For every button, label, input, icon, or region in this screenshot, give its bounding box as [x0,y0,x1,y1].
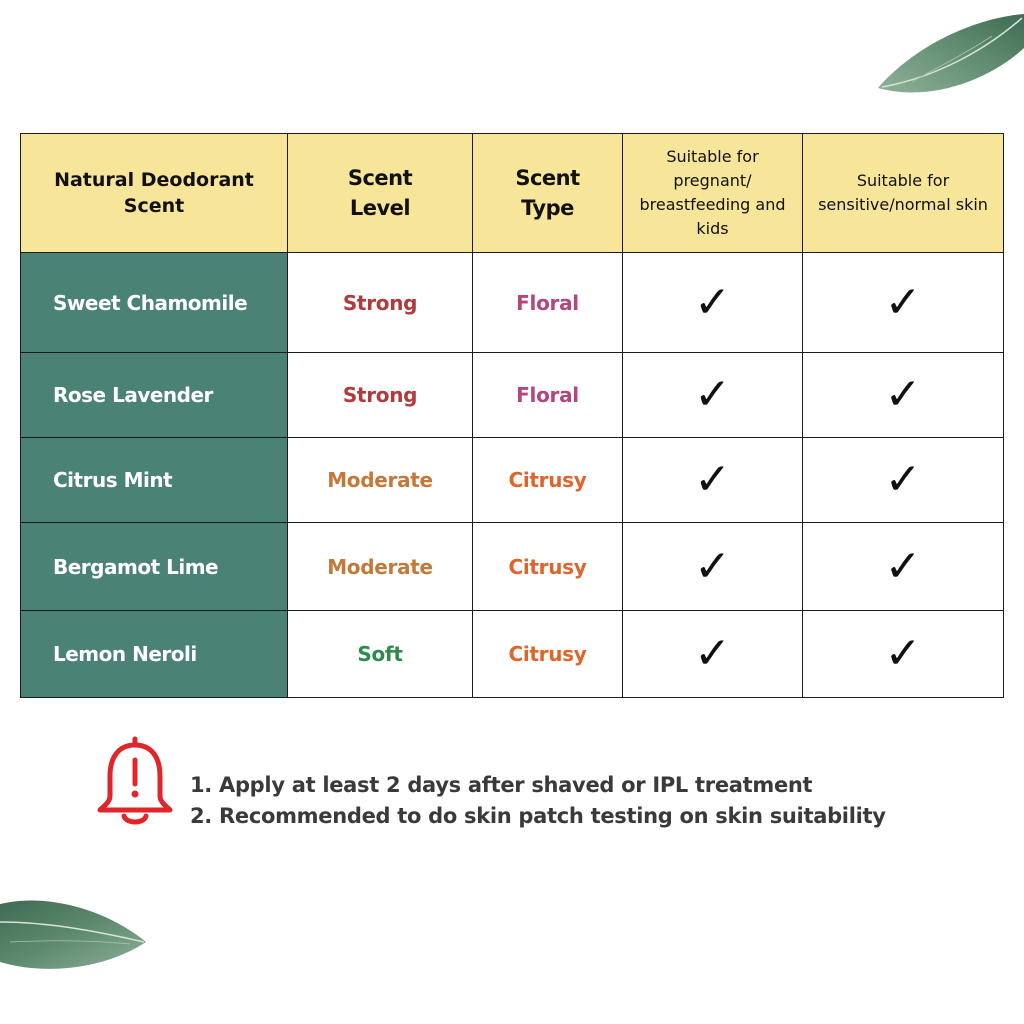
table-row [21,611,1004,698]
header-level: Scent Level [288,134,473,253]
alert-bell-icon [96,736,174,828]
sensitive-cell [803,353,1004,438]
sensitive-cell [803,438,1004,523]
note-item: 1. Apply at least 2 days after shaved or IPL treatment [190,773,813,797]
checkmark-icon: ✓ [884,628,922,679]
table-row [21,523,1004,611]
header-type: Scent Type [473,134,623,253]
scent-level: Moderate [288,438,473,523]
pregnant-cell [623,438,803,523]
checkmark-icon: ✓ [884,369,922,420]
scent-name: Sweet Chamomile [21,253,288,353]
checkmark-icon: ✓ [884,540,922,592]
notes-list [190,770,886,832]
scent-level: Strong [288,353,473,438]
scent-comparison-table [20,133,1004,698]
checkmark-icon: ✓ [694,540,731,592]
scent-type: Floral [473,353,623,438]
checkmark-icon: ✓ [694,276,731,328]
table-row [21,438,1004,523]
header-scent: Natural Deodorant Scent [21,134,288,253]
table-row [21,253,1004,353]
sensitive-cell [803,611,1004,698]
pregnant-cell [623,253,803,353]
header-row [21,134,1004,253]
header-sensitive: Suitable for sensitive/normal skin [803,134,1004,253]
leaf-icon [0,892,150,974]
pregnant-cell [623,353,803,438]
scent-type: Citrusy [473,438,623,523]
scent-type: Citrusy [473,611,623,698]
scent-name: Lemon Neroli [21,611,288,698]
sensitive-cell [803,253,1004,353]
scent-level: Soft [288,611,473,698]
header-pregnant: Suitable for pregnant/ breastfeeding and kids [623,134,803,253]
table-row [21,353,1004,438]
scent-type: Citrusy [473,523,623,611]
scent-name: Rose Lavender [21,353,288,438]
pregnant-cell [623,523,803,611]
leaf-icon [872,8,1024,100]
checkmark-icon: ✓ [694,628,731,679]
scent-name: Bergamot Lime [21,523,288,611]
checkmark-icon: ✓ [884,276,922,328]
checkmark-icon: ✓ [884,454,922,505]
checkmark-icon: ✓ [694,369,731,420]
note-item: 2. Recommended to do skin patch testing on skin suitability [190,804,886,828]
sensitive-cell [803,523,1004,611]
checkmark-icon: ✓ [694,454,731,505]
scent-level: Strong [288,253,473,353]
scent-type: Floral [473,253,623,353]
scent-level: Moderate [288,523,473,611]
scent-name: Citrus Mint [21,438,288,523]
notice [96,736,996,836]
pregnant-cell [623,611,803,698]
